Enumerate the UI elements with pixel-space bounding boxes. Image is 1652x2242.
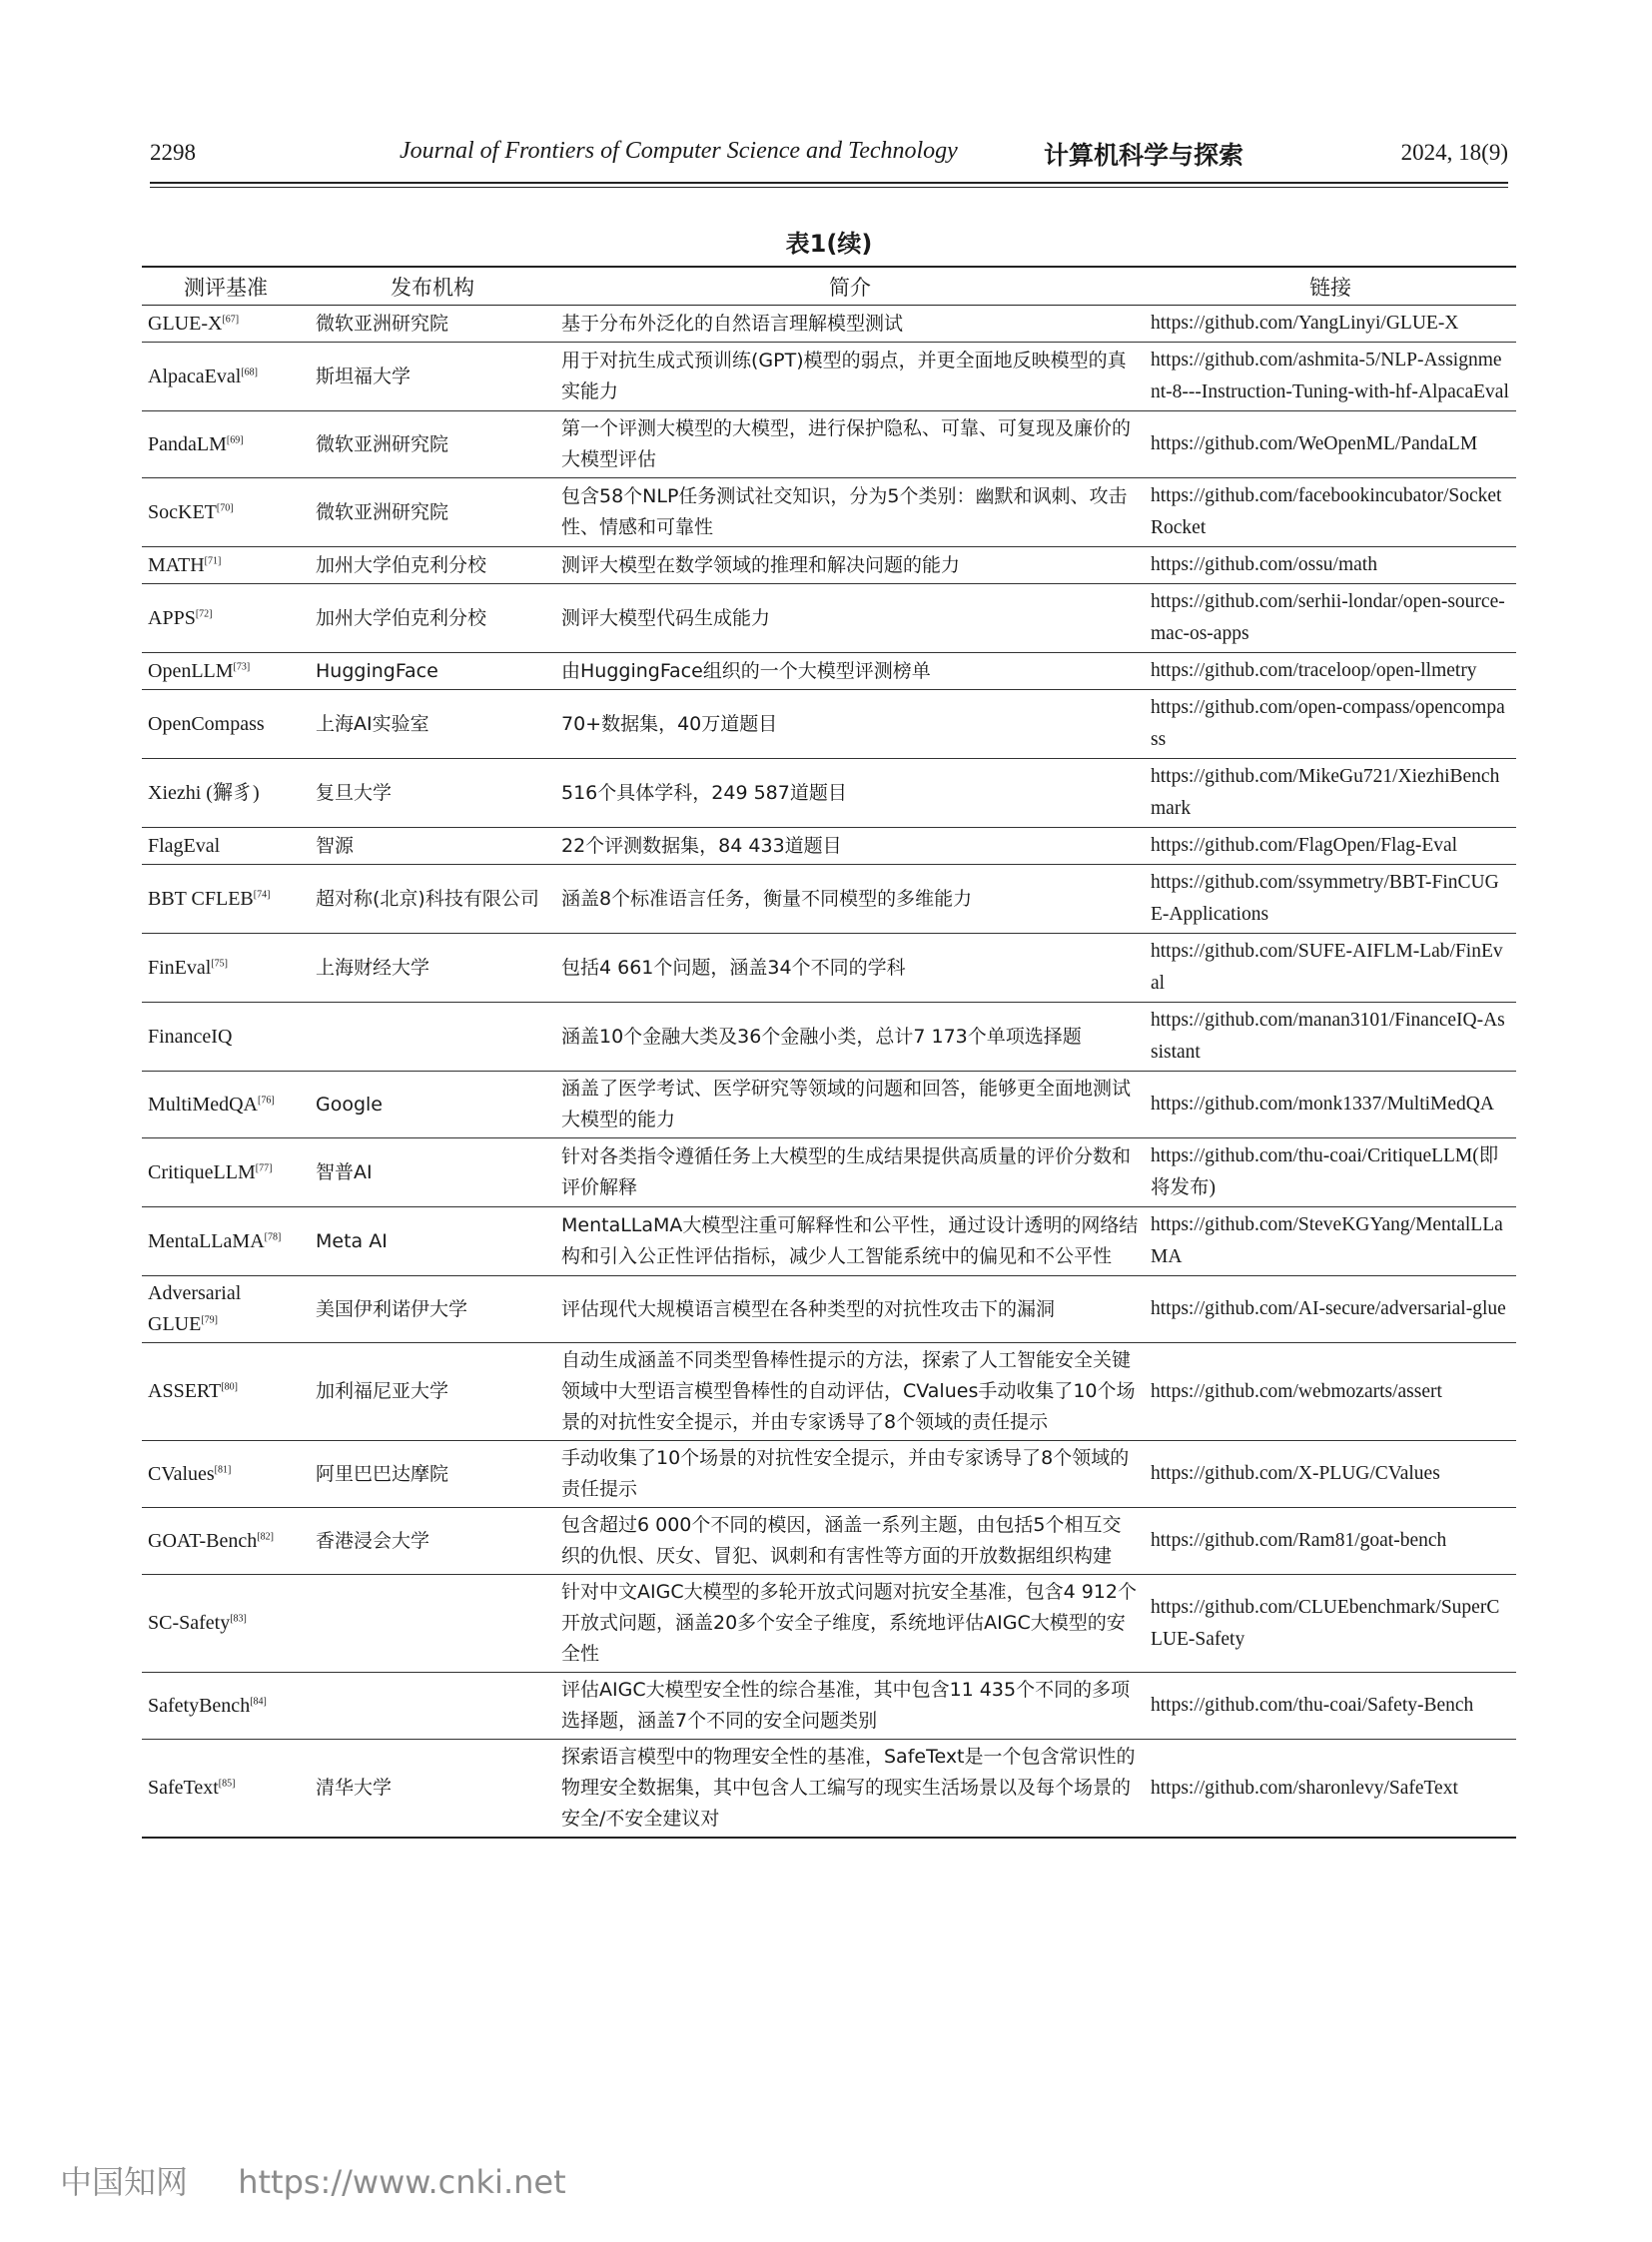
repository-link[interactable]: https://github.com/sharonlevy/SafeText <box>1145 1740 1516 1839</box>
benchmark-name: OpenLLM <box>148 659 234 682</box>
reference-marker: [67] <box>222 313 240 325</box>
repository-link[interactable]: https://github.com/thu-coai/Safety-Bench <box>1145 1673 1516 1740</box>
repository-link[interactable]: https://github.com/AI-secure/adversarial-glue <box>1145 1276 1516 1343</box>
description-cell: 包含58个NLP任务测试社交知识，分为5个类别：幽默和讽刺、攻击性、情感和可靠性 <box>555 478 1145 547</box>
organization-cell: 香港浸会大学 <box>310 1508 555 1575</box>
benchmark-name: Xiezhi (獬豸) <box>148 781 260 804</box>
reference-marker: [80] <box>221 1381 238 1393</box>
table-caption: 表1(续) <box>785 230 873 258</box>
organization-cell: 斯坦福大学 <box>310 343 555 411</box>
repository-link[interactable]: https://github.com/facebookincubator/SocketRocket <box>1145 478 1516 547</box>
repository-link[interactable]: https://github.com/YangLinyi/GLUE-X <box>1145 306 1516 343</box>
reference-marker: [84] <box>250 1695 267 1707</box>
description-cell: 测评大模型代码生成能力 <box>555 584 1145 653</box>
description-cell: 用于对抗生成式预训练(GPT)模型的弱点，并更全面地反映模型的真实能力 <box>555 343 1145 411</box>
reference-marker: [75] <box>211 957 229 969</box>
table-row <box>142 343 1516 411</box>
table-row <box>142 1441 1516 1508</box>
benchmark-name: MATH <box>148 553 205 576</box>
watermark-footer <box>60 2157 606 2203</box>
reference-marker: [72] <box>195 607 213 619</box>
table-row <box>142 1575 1516 1673</box>
description-cell: 由HuggingFace组织的一个大模型评测榜单 <box>555 653 1145 690</box>
reference-marker: [85] <box>218 1778 236 1790</box>
benchmark-name: AlpacaEval <box>148 365 242 387</box>
organization-cell: 微软亚洲研究院 <box>310 411 555 478</box>
header-rule <box>150 182 1508 184</box>
benchmark-name-cell <box>142 478 310 547</box>
benchmark-name: APPS <box>148 606 196 629</box>
benchmark-name-cell <box>142 1575 310 1673</box>
organization-cell: 上海AI实验室 <box>310 690 555 759</box>
benchmark-name: GLUE-X <box>148 312 223 335</box>
organization-cell: 加州大学伯克利分校 <box>310 584 555 653</box>
benchmark-name-cell <box>142 343 310 411</box>
site-name: 中国知网 <box>60 2163 189 2201</box>
organization-cell <box>310 1003 555 1072</box>
organization-cell: Meta AI <box>310 1207 555 1276</box>
description-cell: MentaLLaMA大模型注重可解释性和公平性，通过设计透明的网络结构和引入公正性评估指标，减少人工智能系统中的偏见和不公平性 <box>555 1207 1145 1276</box>
table-row <box>142 478 1516 547</box>
table-row <box>142 759 1516 828</box>
organization-cell: 微软亚洲研究院 <box>310 478 555 547</box>
benchmark-name-cell <box>142 1508 310 1575</box>
repository-link[interactable]: https://github.com/MikeGu721/XiezhiBenchmark <box>1145 759 1516 828</box>
description-cell: 22个评测数据集，84 433道题目 <box>555 828 1145 865</box>
repository-link[interactable]: https://github.com/FlagOpen/Flag-Eval <box>1145 828 1516 865</box>
reference-marker: [78] <box>264 1230 282 1242</box>
description-cell: 针对各类指令遵循任务上大模型的生成结果提供高质量的评价分数和评价解释 <box>555 1138 1145 1207</box>
description-cell: 基于分布外泛化的自然语言理解模型测试 <box>555 306 1145 343</box>
repository-link[interactable]: https://github.com/ashmita-5/NLP-Assignment-8---Instruction-Tuning-with-hf-AlpacaEval <box>1145 343 1516 411</box>
benchmark-name-cell <box>142 865 310 934</box>
column-header: 发布机构 <box>310 267 555 306</box>
benchmark-name-cell <box>142 1673 310 1740</box>
organization-cell: 加利福尼亚大学 <box>310 1343 555 1441</box>
benchmark-name: MentaLLaMA <box>148 1229 265 1252</box>
description-cell: 涵盖10个金融大类及36个金融小类，总计7 173个单项选择题 <box>555 1003 1145 1072</box>
benchmark-name: BBT CFLEB <box>148 887 254 910</box>
benchmark-name-cell <box>142 547 310 584</box>
benchmark-name: OpenCompass <box>148 712 265 735</box>
description-cell: 包括4 661个问题，涵盖34个不同的学科 <box>555 934 1145 1003</box>
volume-issue: 2024, 18(9) <box>1400 140 1508 165</box>
organization-cell: 智源 <box>310 828 555 865</box>
benchmark-name-cell <box>142 759 310 828</box>
table-row <box>142 1003 1516 1072</box>
table-row <box>142 1072 1516 1138</box>
description-cell: 评估现代大规模语言模型在各种类型的对抗性攻击下的漏洞 <box>555 1276 1145 1343</box>
reference-marker: [76] <box>258 1094 275 1106</box>
reference-marker: [68] <box>241 366 258 377</box>
benchmark-name-cell <box>142 653 310 690</box>
description-cell: 涵盖8个标准语言任务，衡量不同模型的多维能力 <box>555 865 1145 934</box>
organization-cell: 微软亚洲研究院 <box>310 306 555 343</box>
benchmark-name: SocKET <box>148 500 217 523</box>
page-number: 2298 <box>150 140 196 165</box>
description-cell: 评估AIGC大模型安全性的综合基准，其中包含11 435个不同的多项选择题，涵盖7个不同的安全问题类别 <box>555 1673 1145 1740</box>
reference-marker: [81] <box>214 1463 232 1475</box>
repository-link[interactable]: https://github.com/ssymmetry/BBT-FinCUGE-Applications <box>1145 865 1516 934</box>
table-row <box>142 547 1516 584</box>
header-rule-thin <box>150 187 1508 188</box>
reference-marker: [79] <box>201 1314 218 1326</box>
site-url[interactable]: https://www.cnki.net <box>238 2163 566 2201</box>
column-header: 简介 <box>555 267 1145 306</box>
benchmark-name: CValues <box>148 1462 215 1485</box>
benchmark-name-cell <box>142 1441 310 1508</box>
reference-marker: [73] <box>233 660 251 672</box>
benchmark-name: SafeText <box>148 1777 219 1799</box>
organization-cell: 上海财经大学 <box>310 934 555 1003</box>
repository-link[interactable]: https://github.com/webmozarts/assert <box>1145 1343 1516 1441</box>
benchmark-name-cell <box>142 828 310 865</box>
reference-marker: [74] <box>253 888 271 900</box>
benchmark-name-cell <box>142 1072 310 1138</box>
repository-link[interactable]: https://github.com/WeOpenML/PandaLM <box>1145 411 1516 478</box>
organization-cell: 美国伊利诺伊大学 <box>310 1276 555 1343</box>
table-row <box>142 934 1516 1003</box>
table-row <box>142 1138 1516 1207</box>
table-row <box>142 690 1516 759</box>
organization-cell: 复旦大学 <box>310 759 555 828</box>
benchmark-name-cell <box>142 1138 310 1207</box>
reference-marker: [77] <box>255 1161 273 1173</box>
table-row <box>142 1508 1516 1575</box>
repository-link[interactable]: https://github.com/SUFE-AIFLM-Lab/FinEval <box>1145 934 1516 1003</box>
table-row <box>142 584 1516 653</box>
benchmark-name: FinEval <box>148 956 212 979</box>
benchmark-name-cell <box>142 1207 310 1276</box>
benchmark-name: SC-Safety <box>148 1612 231 1634</box>
reference-marker: [82] <box>257 1530 274 1542</box>
repository-link[interactable]: https://github.com/thu-coai/CritiqueLLM(即将发布) <box>1145 1138 1516 1207</box>
description-cell: 70+数据集，40万道题目 <box>555 690 1145 759</box>
repository-link[interactable]: https://github.com/CLUEbenchmark/SuperCLUE-Safety <box>1145 1575 1516 1673</box>
table-row <box>142 1207 1516 1276</box>
repository-link[interactable]: https://github.com/traceloop/open-llmetry <box>1145 653 1516 690</box>
page-header <box>150 136 1508 176</box>
column-header: 测评基准 <box>142 267 310 306</box>
benchmark-name-cell <box>142 306 310 343</box>
table-row <box>142 1343 1516 1441</box>
repository-link[interactable]: https://github.com/manan3101/FinanceIQ-Assistant <box>1145 1003 1516 1072</box>
benchmark-name-cell <box>142 934 310 1003</box>
table-row <box>142 865 1516 934</box>
reference-marker: [83] <box>230 1613 247 1625</box>
table-row <box>142 1276 1516 1343</box>
benchmark-name-cell <box>142 1343 310 1441</box>
table-row <box>142 1740 1516 1839</box>
organization-cell: HuggingFace <box>310 653 555 690</box>
benchmark-name: GOAT-Bench <box>148 1529 258 1552</box>
description-cell: 手动收集了10个场景的对抗性安全提示，并由专家诱导了8个领域的责任提示 <box>555 1441 1145 1508</box>
benchmark-name: CritiqueLLM <box>148 1160 256 1183</box>
organization-cell: 清华大学 <box>310 1740 555 1839</box>
organization-cell: 超对称(北京)科技有限公司 <box>310 865 555 934</box>
description-cell: 针对中文AIGC大模型的多轮开放式问题对抗安全基准，包含4 912个开放式问题，涵盖20多个安全子维度，系统地评估AIGC大模型的安全性 <box>555 1575 1145 1673</box>
benchmark-name: FinanceIQ <box>148 1025 233 1048</box>
description-cell: 涵盖了医学考试、医学研究等领域的问题和回答，能够更全面地测试大模型的能力 <box>555 1072 1145 1138</box>
table-row <box>142 653 1516 690</box>
table-row <box>142 828 1516 865</box>
description-cell: 516个具体学科，249 587道题目 <box>555 759 1145 828</box>
table-header-row <box>142 267 1516 306</box>
benchmark-name-cell <box>142 690 310 759</box>
description-cell: 自动生成涵盖不同类型鲁棒性提示的方法，探索了人工智能安全关键领域中大型语言模型鲁棒性的自动评估，CValues手动收集了10个场景的对抗性安全提示，并由专家诱导了8个领域的责任提示 <box>555 1343 1145 1441</box>
description-cell: 包含超过6 000个不同的模因，涵盖一系列主题，由包括5个相互交织的仇恨、厌女、冒犯、讽刺和有害性等方面的开放数据组织构建 <box>555 1508 1145 1575</box>
benchmark-name-cell <box>142 1740 310 1839</box>
benchmark-table <box>142 266 1516 1839</box>
benchmark-name-cell <box>142 584 310 653</box>
benchmark-name: PandaLM <box>148 432 227 455</box>
repository-link[interactable]: https://github.com/monk1337/MultiMedQA <box>1145 1072 1516 1138</box>
table-row <box>142 411 1516 478</box>
table-row <box>142 306 1516 343</box>
description-cell: 测评大模型在数学领域的推理和解决问题的能力 <box>555 547 1145 584</box>
description-cell: 探索语言模型中的物理安全性的基准，SafeText是一个包含常识性的物理安全数据集，其中包含人工编写的现实生活场景以及每个场景的安全/不安全建议对 <box>555 1740 1145 1839</box>
benchmark-name: ASSERT <box>148 1380 222 1402</box>
repository-link[interactable]: https://github.com/open-compass/opencompass <box>1145 690 1516 759</box>
benchmark-name: Adversarial GLUE <box>148 1282 242 1335</box>
benchmark-name: MultiMedQA <box>148 1093 258 1116</box>
table-body <box>142 306 1516 1839</box>
reference-marker: [69] <box>226 433 244 445</box>
benchmark-name-cell <box>142 1003 310 1072</box>
repository-link[interactable]: https://github.com/X-PLUG/CValues <box>1145 1441 1516 1508</box>
table-row <box>142 1673 1516 1740</box>
organization-cell: Google <box>310 1072 555 1138</box>
organization-cell <box>310 1673 555 1740</box>
journal-title-en: Journal of Frontiers of Computer Science and Technology <box>400 138 958 164</box>
organization-cell: 智普AI <box>310 1138 555 1207</box>
benchmark-name: SafetyBench <box>148 1694 251 1717</box>
repository-link[interactable]: https://github.com/serhii-londar/open-source-mac-os-apps <box>1145 584 1516 653</box>
reference-marker: [71] <box>204 554 222 566</box>
benchmark-name-cell <box>142 1276 310 1343</box>
organization-cell: 阿里巴巴达摩院 <box>310 1441 555 1508</box>
column-header: 链接 <box>1145 267 1516 306</box>
journal-title-cn: 计算机科学与探索 <box>1044 141 1244 170</box>
benchmark-name: FlagEval <box>148 834 221 857</box>
description-cell: 第一个评测大模型的大模型，进行保护隐私、可靠、可复现及廉价的大模型评估 <box>555 411 1145 478</box>
repository-link[interactable]: https://github.com/SteveKGYang/MentalLLaMA <box>1145 1207 1516 1276</box>
repository-link[interactable]: https://github.com/ossu/math <box>1145 547 1516 584</box>
organization-cell <box>310 1575 555 1673</box>
repository-link[interactable]: https://github.com/Ram81/goat-bench <box>1145 1508 1516 1575</box>
organization-cell: 加州大学伯克利分校 <box>310 547 555 584</box>
benchmark-name-cell <box>142 411 310 478</box>
reference-marker: [70] <box>216 501 234 513</box>
